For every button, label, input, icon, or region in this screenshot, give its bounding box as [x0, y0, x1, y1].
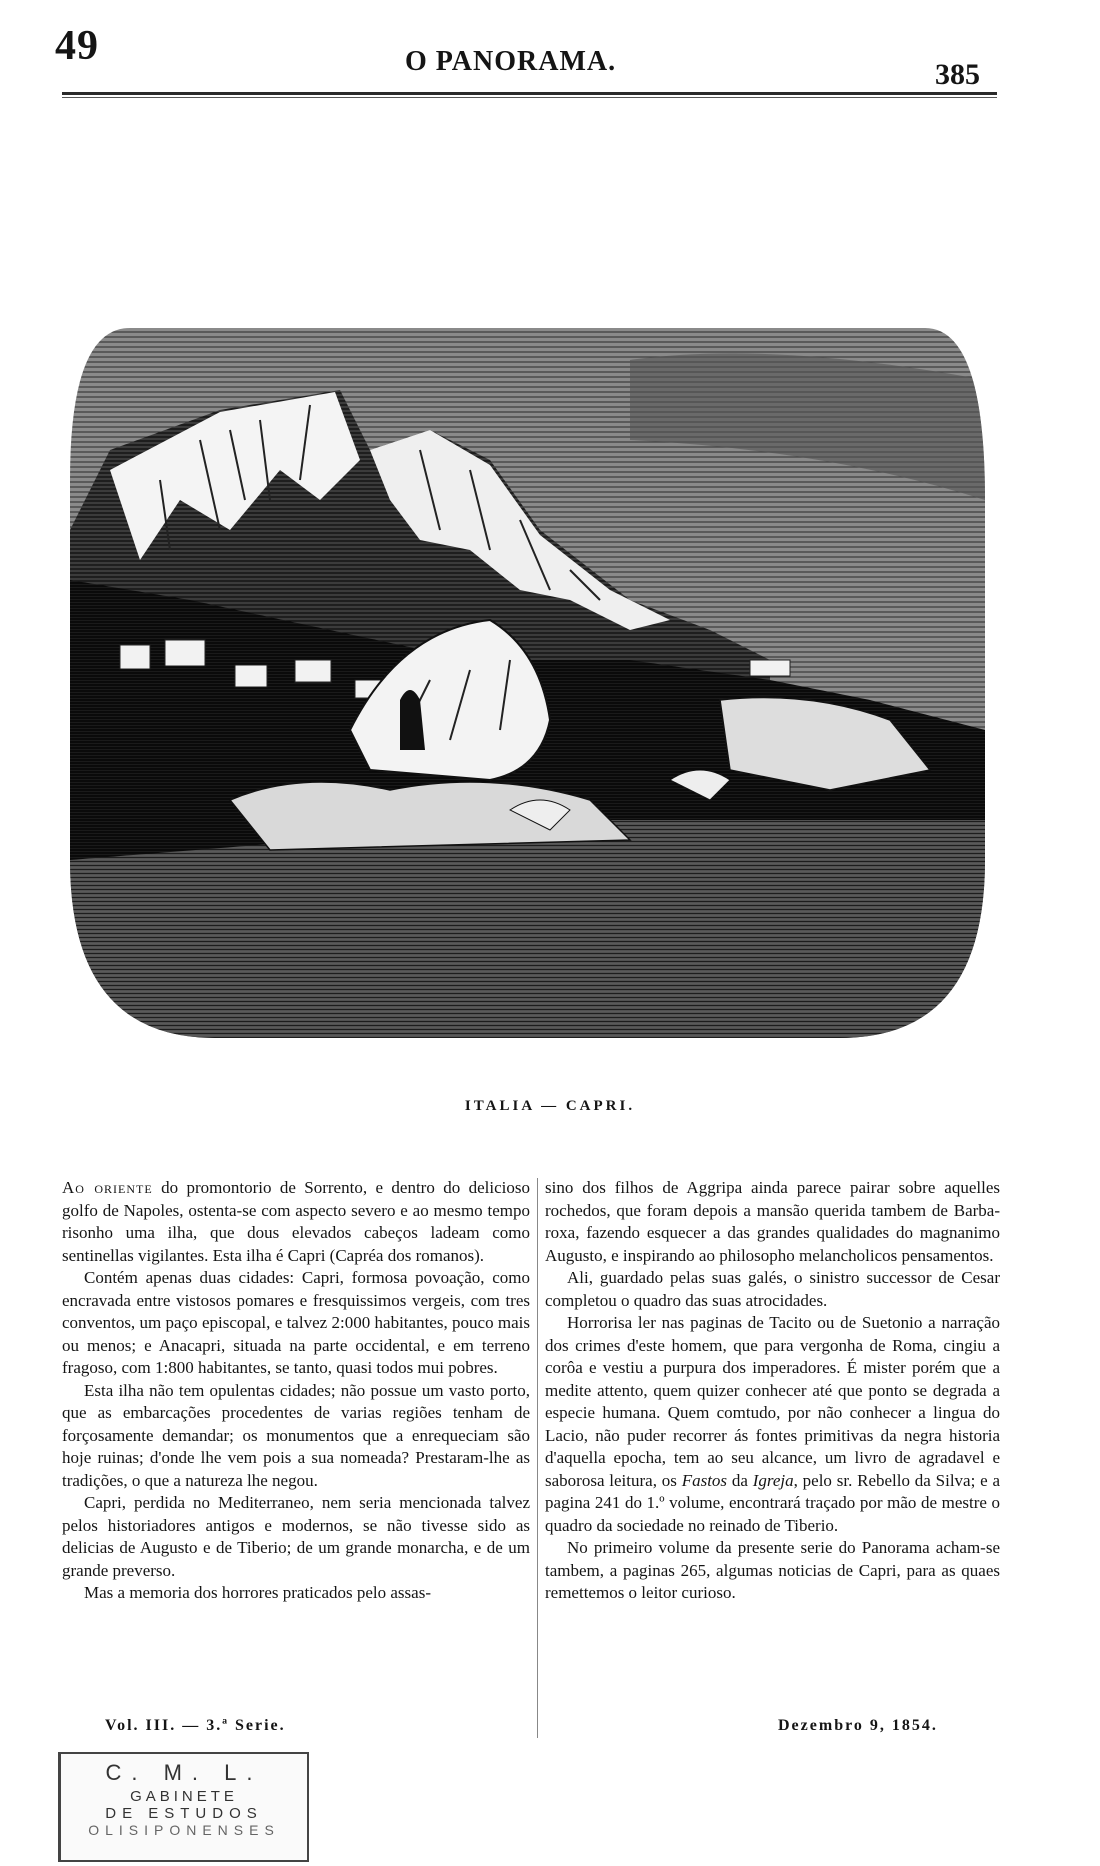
column-divider: [537, 1178, 538, 1738]
header-rule-thin: [62, 97, 997, 98]
article-column-left: [62, 1177, 530, 1605]
paragraph-1: [62, 1177, 530, 1267]
paragraph-8-text: Horrorisa ler nas paginas de Tacito ou de Suetonio a narração dos crimes d'este homem, que para vergonha de Roma, cingiu a corôa e vestiu a purpura dos imperadores. É mister porém que a medite attento, quem quizer conhecer até que ponto se degrada a especie humana. Quem comtudo, por não conhecer a lingua do Lacio, não puder recorrer ás fontes primitivas da negra historia d'aquella epocha, tem ao seu alcance, um livro de agradavel e saborosa leitura, os: [545, 1313, 1000, 1490]
paragraph-8: [545, 1312, 1000, 1537]
drop-lead: Ao oriente: [62, 1178, 153, 1197]
stamp-line-3: DE ESTUDOS: [105, 1805, 263, 1822]
footer-date: Dezembro 9, 1854.: [778, 1717, 938, 1734]
paragraph-8-mid: da: [727, 1470, 753, 1490]
stamp-line-2: GABINETE: [130, 1788, 238, 1805]
book-title-fastos: Fastos: [681, 1470, 728, 1490]
paragraph-6: sino dos filhos de Aggripa ainda parece pairar sobre aquelles rochedos, que foram depois a mansão querida tambem de Barba-roxa, fazendo esquecer a das grandes qualidades do magnanimo Augusto, e inspirando ao philosopho melancholicos pensamentos.: [545, 1178, 1000, 1265]
illustration-caption: ITALIA — CAPRI.: [464, 1098, 636, 1114]
header-rule: [62, 92, 997, 95]
paragraph-2: Contém apenas duas cidades: Capri, formosa povoação, como encravada entre vistosos pomares e fresquissimos vergeis, com tres conventos, um paço episcopal, e talvez 2:000 habitantes, pouco mais ou menos; e Anacapri, situada na parte occidental, e em terreno fragoso, com 1:800 habitantes, se tanto, quasi todos mui pobres.: [62, 1268, 530, 1377]
paragraph-7: Ali, guardado pelas suas galés, o sinistro successor de Cesar completou o quadro das suas atrocidades.: [545, 1268, 1000, 1310]
running-title: O PANORAMA.: [405, 46, 617, 77]
engraving-capri-cliffs-icon: [70, 300, 985, 1038]
paragraph-4: Capri, perdida no Mediterraneo, nem seria mencionada talvez pelos historiadores antigos e modernos, se não tivesse sido as delicias de Augusto e de Tiberio; de um grande monarcha, e de um grande preverso.: [62, 1493, 530, 1580]
paragraph-1-text: do promontorio de Sorrento, e dentro do delicioso golfo de Napoles, ostenta-se com aspecto severo e ao mesmo tempo risonho uma ilha, que dous elevados cabeços ladeam como sentinellas vigilantes. Esta ilha é Capri (Capréa dos romanos).: [62, 1178, 531, 1265]
stamp-line-1: C. M. L.: [105, 1760, 263, 1785]
page-number-left: 49: [55, 23, 99, 69]
paragraph-5: Mas a memoria dos horrores praticados pelo assas-: [84, 1583, 431, 1602]
book-title-igreja: Igreja: [752, 1470, 794, 1490]
engraving: [70, 300, 985, 1038]
article-column-right: [545, 1177, 1000, 1605]
page-number-right: 385: [935, 58, 980, 91]
footer-volume: Vol. III. — 3.ª Serie.: [105, 1717, 286, 1734]
paragraph-8-end: , pelo sr. Rebello da Silva; e a pagina 241 do 1.º volume, encontrará traçado por mão de mestre o quadro da sociedade no reinado de Tiberio.: [545, 1470, 1001, 1535]
library-stamp: [58, 1752, 309, 1862]
paragraph-9: No primeiro volume da presente serie do Panorama acham-se tambem, a paginas 265, algumas noticias de Capri, para as quaes remettemos o leitor curioso.: [545, 1538, 1000, 1602]
paragraph-3: Esta ilha não tem opulentas cidades; não possue um vasto porto, que as embarcações procedentes de varias regiões tenham de forçosamente demandar; os monumentos que a enrequeciam são hoje ruinas; d'onde lhe vem pois a sua nomeada? Prestaram-lhe as tradições, o que a natureza lhe negou.: [62, 1380, 530, 1490]
stamp-line-4: OLISIPONENSES: [88, 1822, 280, 1838]
